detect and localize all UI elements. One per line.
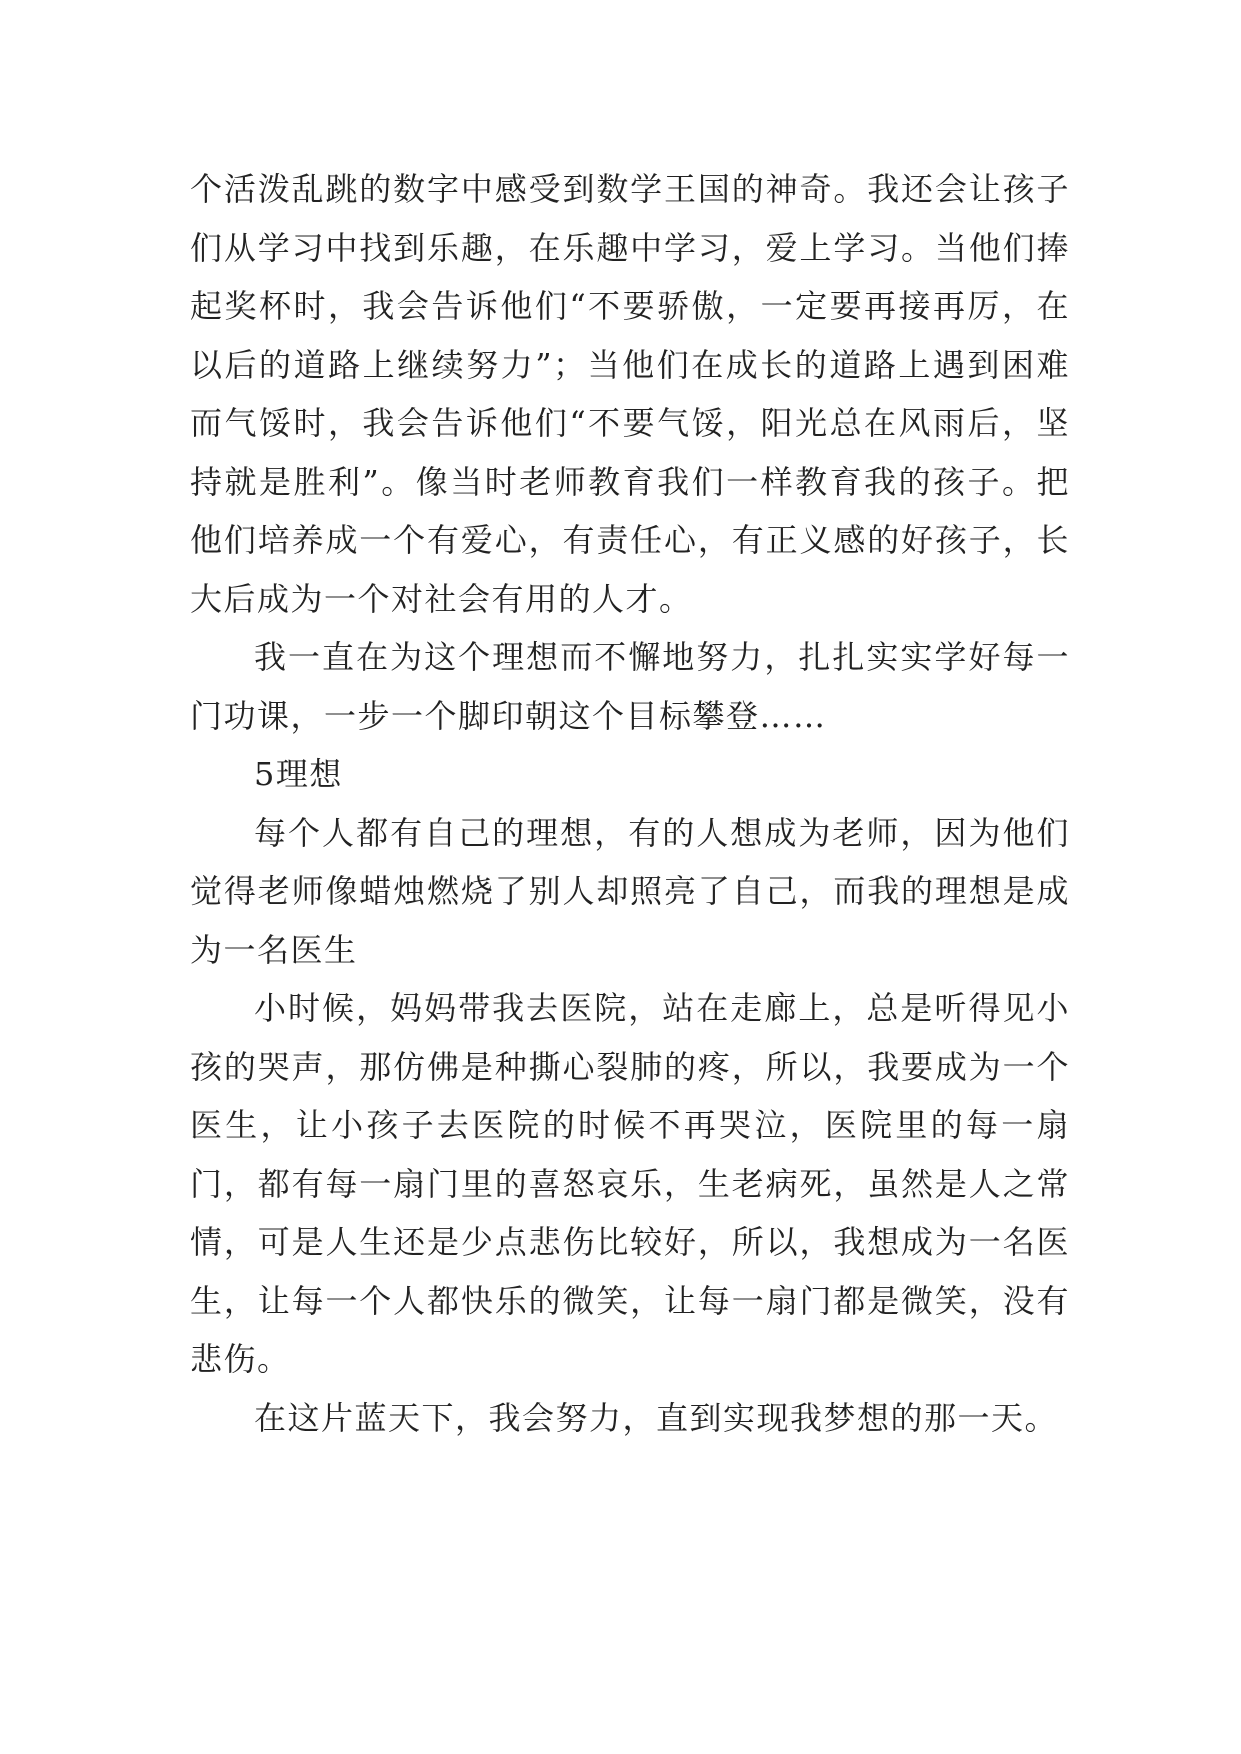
paragraph: 我一直在为这个理想而不懈地努力，扎扎实实学好每一门功课，一步一个脚印朝这个目标攀登…… <box>190 638 1070 735</box>
document-body <box>190 160 1070 1447</box>
paragraph: 在这片蓝天下，我会努力，直到实现我梦想的那一天。 <box>254 1398 1059 1437</box>
paragraph: 小时候，妈妈带我去医院，站在走廊上，总是听得见小孩的哭声，那仿佛是种撕心裂肺的疼，所以，我要成为一个医生，让小孩子去医院的时候不再哭泣，医院里的每一扇门，都有每一扇门里的喜怒哀乐，生老病死，虽然是人之常情，可是人生还是少点悲伤比较好，所以，我想成为一名医生，让每一个人都快乐的微笑，让每一扇门都是微笑，没有悲伤。 <box>190 989 1070 1378</box>
paragraph: 个活泼乱跳的数字中感受到数学王国的神奇。我还会让孩子们从学习中找到乐趣，在乐趣中学习，爱上学习。当他们捧起奖杯时，我会告诉他们“不要骄傲，一定要再接再厉，在以后的道路上继续努力”；当他们在成长的道路上遇到困难而气馁时，我会告诉他们“不要气馁，阳光总在风雨后，坚持就是胜利”。像当时老师教育我们一样教育我的孩子。把他们培养成一个有爱心，有责任心，有正义感的好孩子，长大后成为一个对社会有用的人才。 <box>190 170 1070 618</box>
section-heading: 5理想 <box>254 755 343 793</box>
paragraph: 每个人都有自己的理想，有的人想成为老师，因为他们觉得老师像蜡烛燃烧了别人却照亮了自己，而我的理想是成为一名医生 <box>190 813 1070 969</box>
